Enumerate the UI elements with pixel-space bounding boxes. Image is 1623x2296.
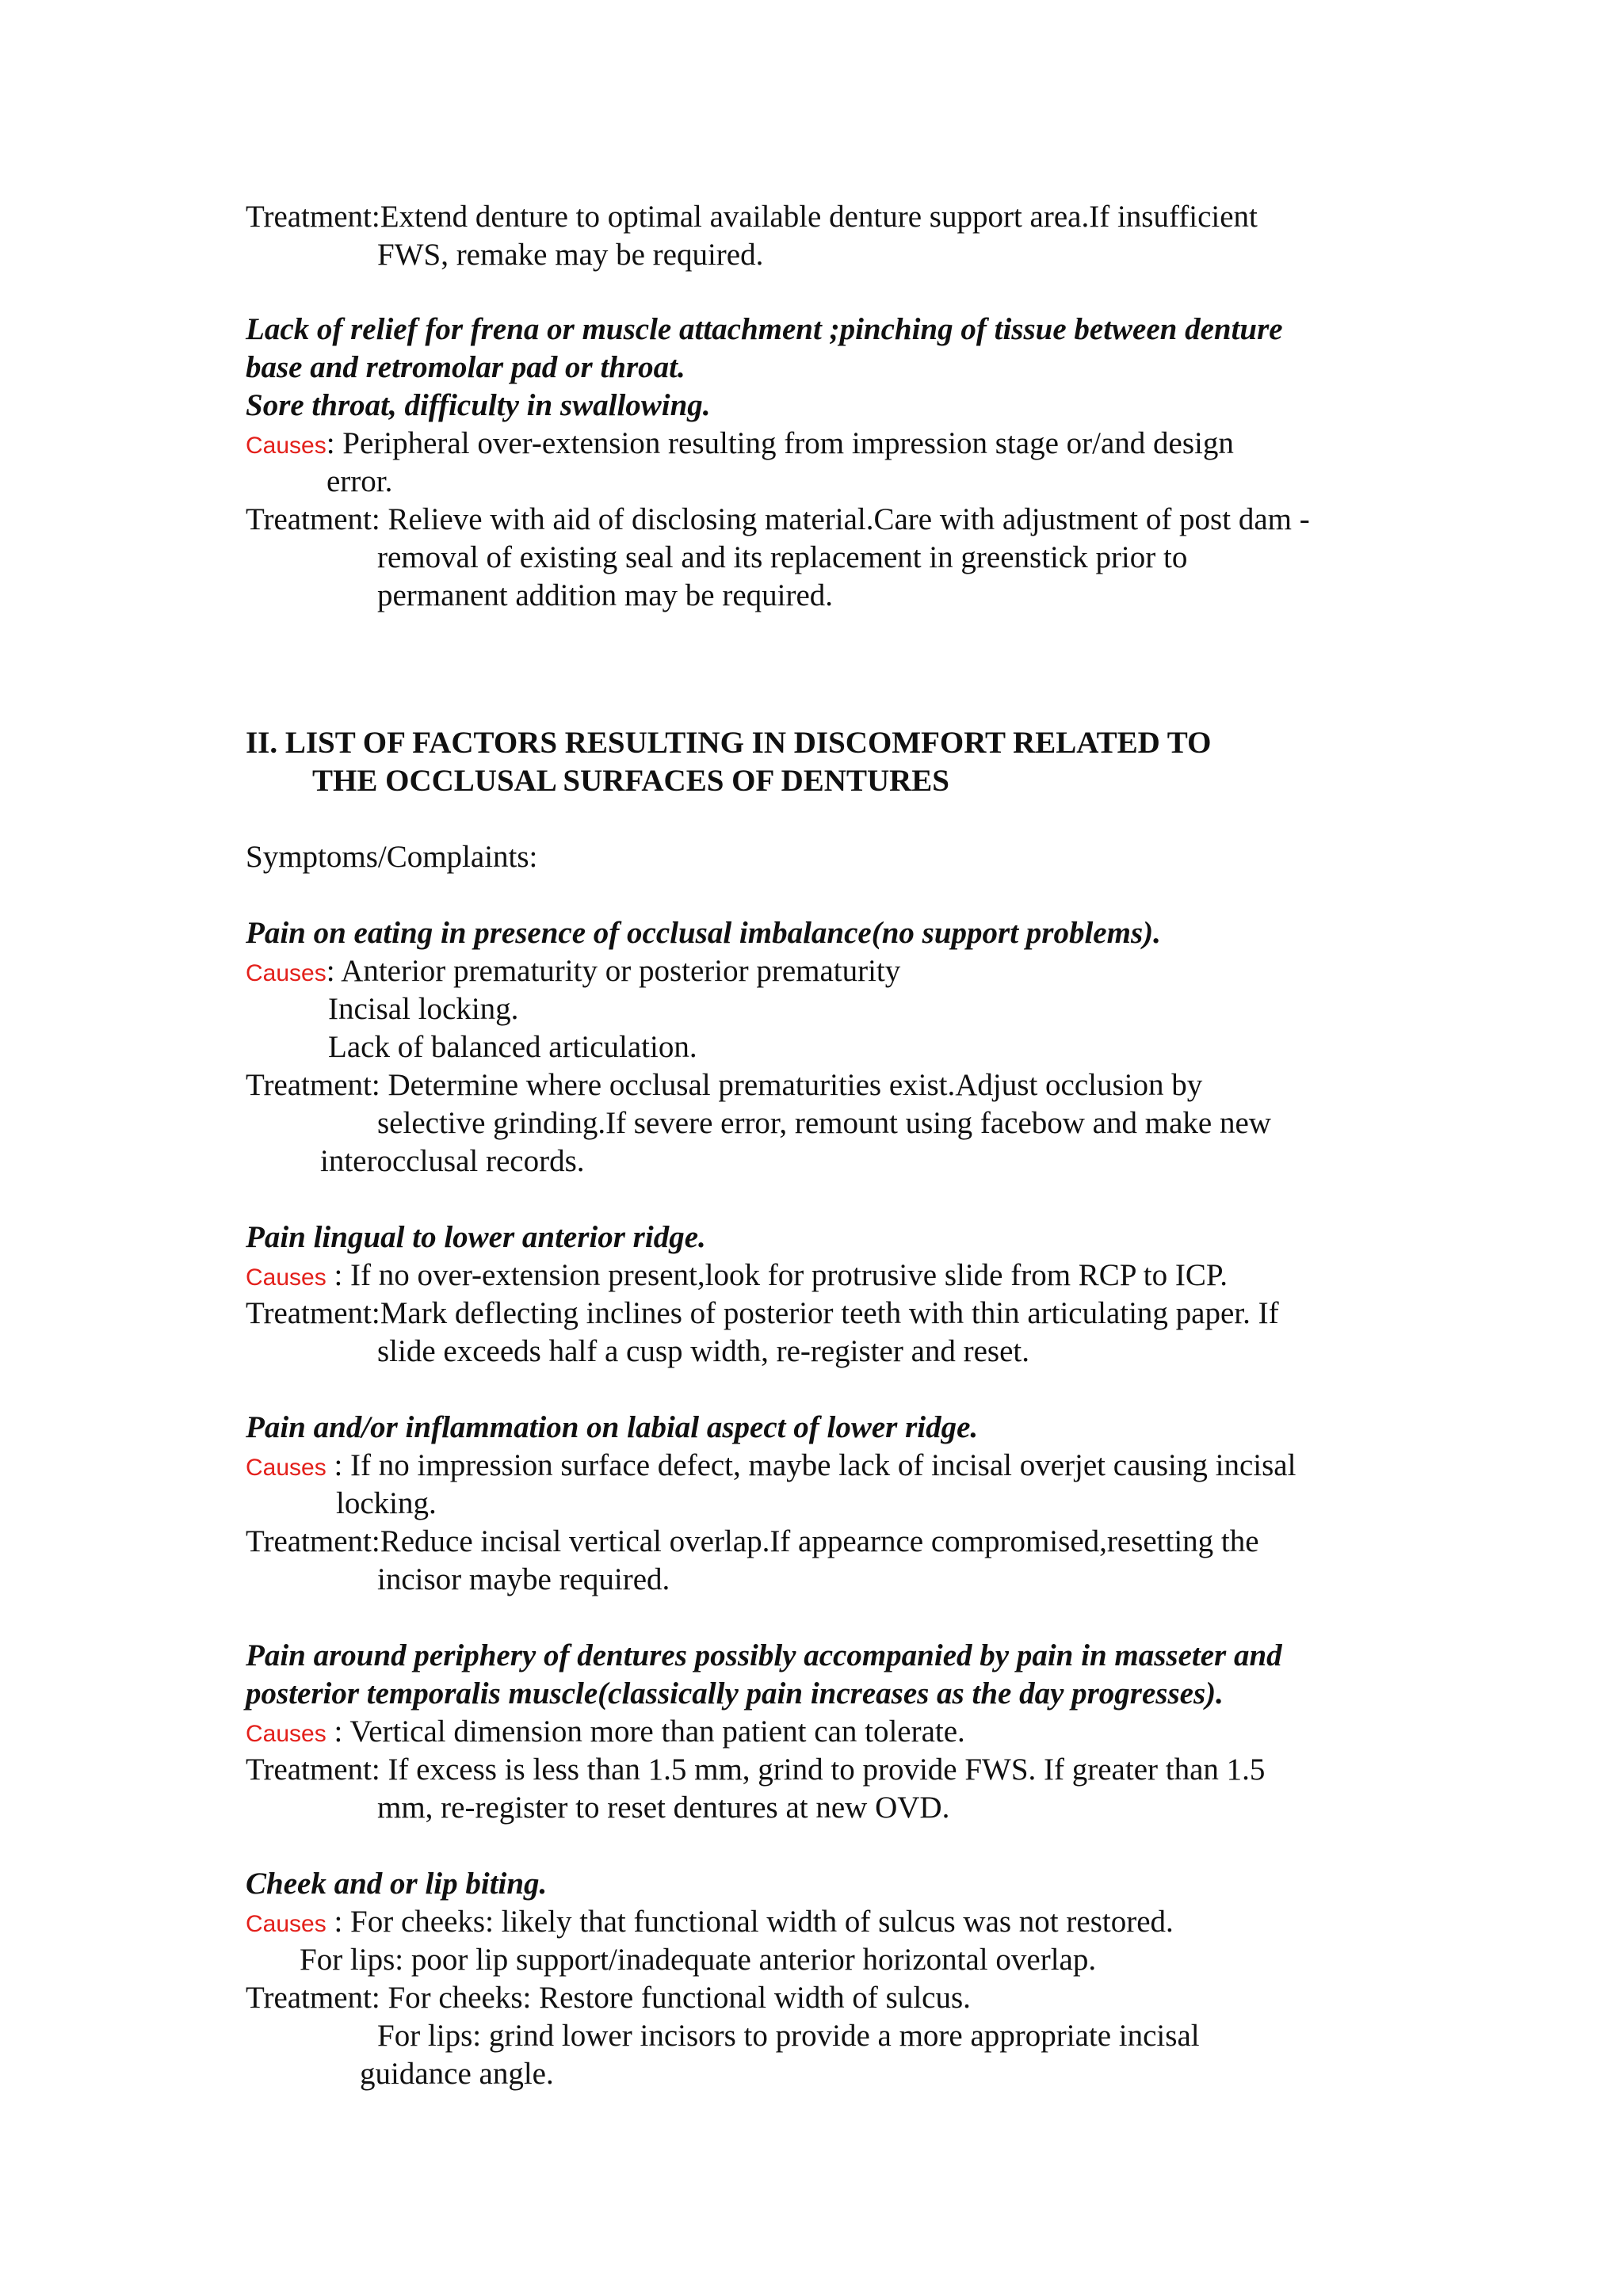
treatment-line: Treatment: If excess is less than 1.5 mm, grind to provide FWS. If greater than 1.5: [246, 1753, 1266, 1787]
causes-label: Causes: [246, 1455, 327, 1481]
causes-label: Causes: [246, 960, 327, 986]
causes-label: Causes: [246, 1911, 327, 1937]
symptom-heading: Pain and/or inflammation on labial aspect of lower ridge.: [246, 1410, 979, 1444]
causes-text: : Vertical dimension more than patient can tolerate.: [326, 1714, 965, 1749]
causes-line: locking.: [336, 1486, 437, 1520]
symptom-heading: Cheek and or lip biting.: [246, 1867, 548, 1901]
treatment-line: slide exceeds half a cusp width, re-register and reset.: [377, 1334, 1029, 1368]
causes-text: : If no over-extension present,look for protrusive slide from RCP to ICP.: [326, 1258, 1228, 1292]
causes-text: : Peripheral over-extension resulting from impression stage or/and design: [326, 426, 1234, 460]
treatment-label: Treatment:: [246, 200, 380, 234]
treatment-line: FWS, remake may be required.: [377, 238, 764, 272]
section-title: II. LIST OF FACTORS RESULTING IN DISCOMFORT RELATED TO: [246, 726, 1212, 760]
section-title: THE OCCLUSAL SURFACES OF DENTURES: [312, 764, 949, 798]
causes-label: Causes: [246, 433, 327, 459]
causes-label: Causes: [246, 1264, 327, 1291]
treatment-line: Treatment:Mark deflecting inclines of posterior teeth with thin articulating paper. If: [246, 1296, 1279, 1330]
treatment-line: interocclusal records.: [320, 1144, 585, 1178]
symptoms-label: Symptoms/Complaints:: [246, 840, 538, 874]
symptom-heading: Pain around periphery of dentures possibly accompanied by pain in masseter and: [246, 1638, 1282, 1672]
symptom-heading: base and retromolar pad or throat.: [246, 350, 685, 384]
causes-line: Lack of balanced articulation.: [328, 1030, 697, 1064]
treatment-line: For lips: grind lower incisors to provide a more appropriate incisal: [377, 2019, 1200, 2053]
causes-text: : Anterior prematurity or posterior prematurity: [326, 954, 901, 988]
causes-line: For lips: poor lip support/inadequate anterior horizontal overlap.: [300, 1943, 1097, 1977]
causes-line: [246, 1903, 1174, 1943]
causes-line: Incisal locking.: [328, 992, 519, 1026]
causes-text: : For cheeks: likely that functional width of sulcus was not restored.: [326, 1905, 1174, 1939]
symptom-heading: Sore throat, difficulty in swallowing.: [246, 388, 711, 422]
causes-line: [246, 952, 900, 993]
symptom-heading: Pain lingual to lower anterior ridge.: [246, 1220, 706, 1254]
treatment-line: selective grinding.If severe error, remount using facebow and make new: [377, 1106, 1271, 1140]
symptom-heading: posterior temporalis muscle(classically pain increases as the day progresses).: [246, 1676, 1224, 1711]
treatment-line: Treatment: Determine where occlusal prematurities exist.Adjust occlusion by: [246, 1068, 1203, 1102]
causes-text: : If no impression surface defect, maybe lack of incisal overjet causing incisal: [326, 1448, 1296, 1482]
treatment-line: removal of existing seal and its replacement in greenstick prior to: [377, 540, 1188, 574]
treatment-line: Treatment:Reduce incisal vertical overlap.If appearnce compromised,resetting the: [246, 1524, 1259, 1558]
treatment-text: Extend denture to optimal available denture support area.If insufficient: [380, 200, 1258, 234]
treatment-line: mm, re-register to reset dentures at new OVD.: [377, 1791, 950, 1825]
symptom-heading: Pain on eating in presence of occlusal imbalance(no support problems).: [246, 916, 1161, 950]
causes-line: [246, 1257, 1228, 1297]
causes-label: Causes: [246, 1721, 327, 1747]
treatment-line: incisor maybe required.: [377, 1562, 670, 1596]
causes-line: [246, 1447, 1296, 1487]
causes-line: error.: [327, 464, 393, 498]
treatment-line: guidance angle.: [360, 2057, 554, 2091]
causes-line: [246, 1713, 965, 1753]
treatment-line: Treatment: For cheeks: Restore functional width of sulcus.: [246, 1981, 971, 2015]
treatment-line: [246, 198, 1258, 236]
treatment-line: Treatment: Relieve with aid of disclosing material.Care with adjustment of post dam -: [246, 502, 1310, 536]
symptom-heading: Lack of relief for frena or muscle attachment ;pinching of tissue between denture: [246, 312, 1283, 346]
treatment-line: permanent addition may be required.: [377, 578, 834, 612]
causes-line: [246, 425, 1234, 465]
